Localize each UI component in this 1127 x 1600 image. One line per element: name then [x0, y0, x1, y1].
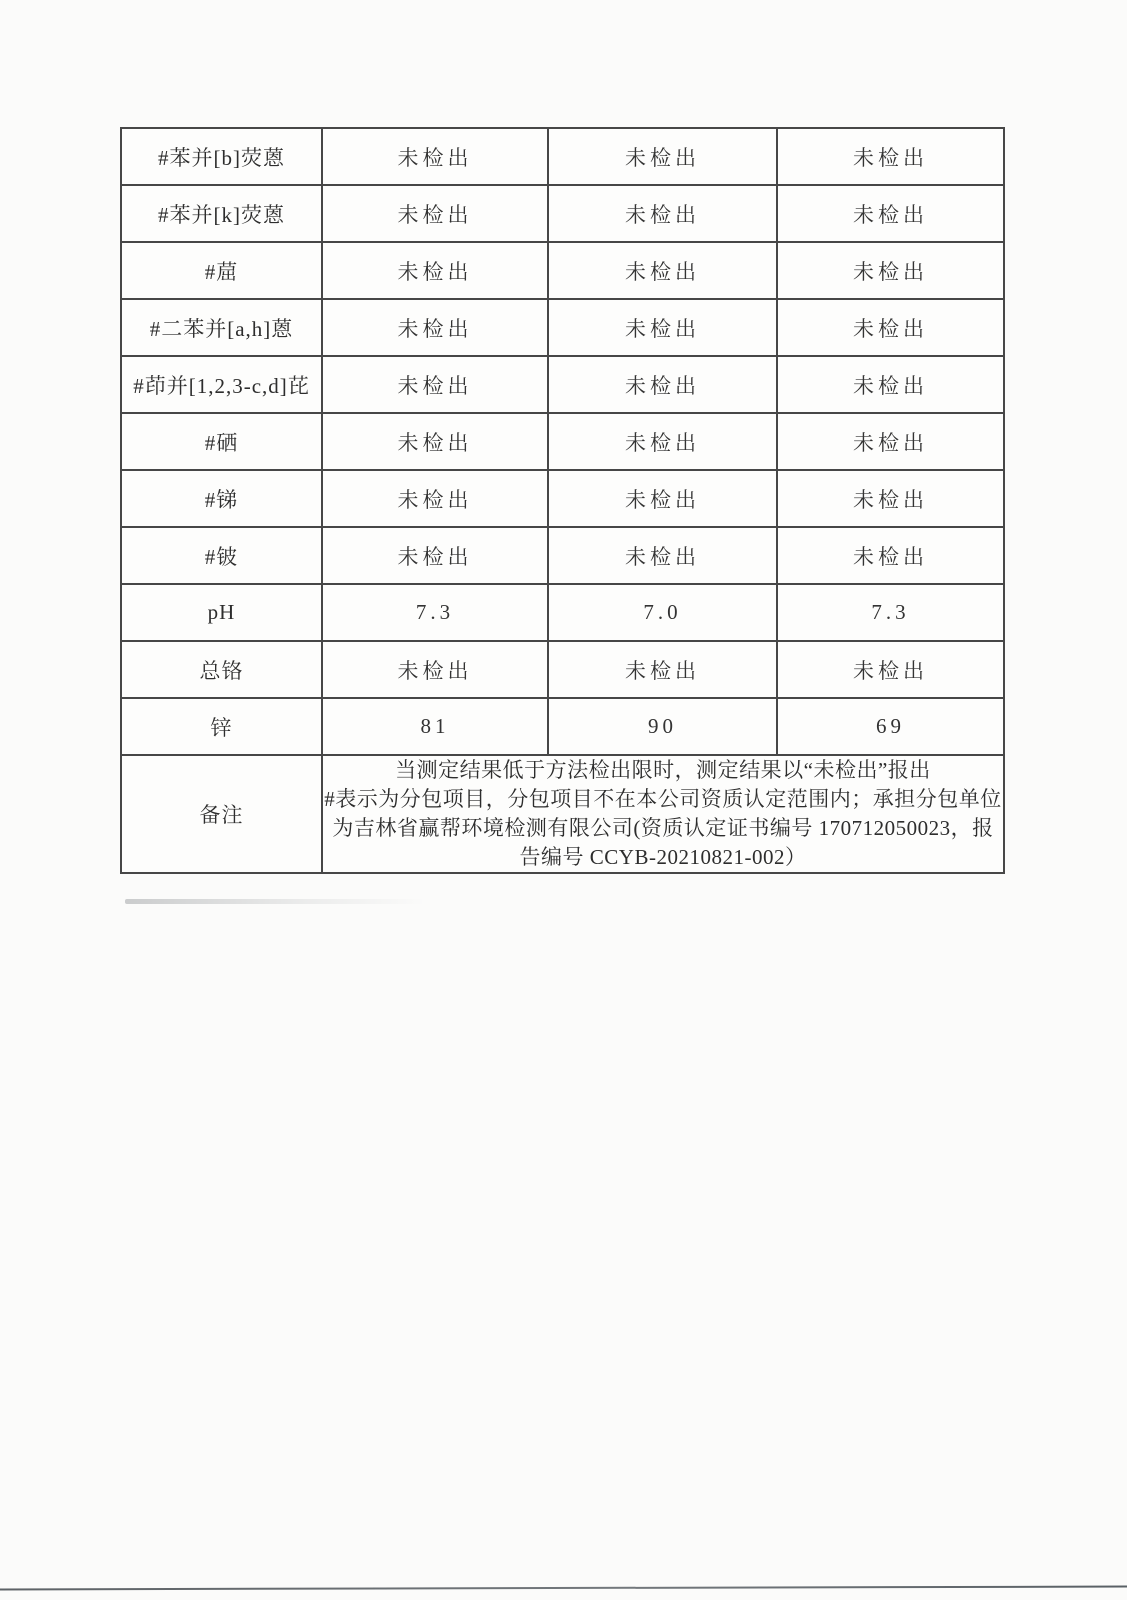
table-row [121, 356, 1004, 413]
table-row [121, 128, 1004, 185]
parameter-cell: pH [121, 584, 322, 641]
result-cell: 未检出 [777, 470, 1004, 527]
remarks-row [121, 755, 1004, 873]
result-cell: 未检出 [322, 413, 548, 470]
parameter-cell: 总铬 [121, 641, 322, 698]
result-cell: 未检出 [322, 242, 548, 299]
result-cell: 90 [548, 698, 777, 755]
table-row [121, 527, 1004, 584]
result-cell: 未检出 [777, 242, 1004, 299]
remarks-note: #表示为分包项目，分包项目不在本公司资质认定范围内；承担分包单位为吉林省赢帮环境检测有限公司(资质认定证书编号 170712050023，报告编号 CCYB-20210821-002） [324, 787, 1002, 869]
result-cell: 未检出 [322, 641, 548, 698]
parameter-cell: #硒 [121, 413, 322, 470]
result-cell: 81 [322, 698, 548, 755]
result-cell: 7.0 [548, 584, 777, 641]
page-bottom-scan-line [0, 1586, 1127, 1591]
result-cell: 未检出 [322, 470, 548, 527]
result-cell: 未检出 [548, 641, 777, 698]
scan-artifact [125, 899, 425, 904]
result-cell: 未检出 [322, 299, 548, 356]
result-cell: 未检出 [548, 470, 777, 527]
parameter-cell: #二苯并[a,h]蒽 [121, 299, 322, 356]
table-row [121, 242, 1004, 299]
result-cell: 未检出 [777, 527, 1004, 584]
result-cell: 未检出 [777, 641, 1004, 698]
result-cell: 未检出 [548, 299, 777, 356]
remarks-label-cell: 备注 [121, 755, 322, 873]
remarks-cell [322, 755, 1004, 873]
parameter-cell: 锌 [121, 698, 322, 755]
result-cell: 未检出 [548, 356, 777, 413]
result-cell: 7.3 [322, 584, 548, 641]
result-cell: 7.3 [777, 584, 1004, 641]
result-cell: 未检出 [322, 185, 548, 242]
parameter-cell: #茚并[1,2,3-c,d]芘 [121, 356, 322, 413]
table-row [121, 413, 1004, 470]
result-cell: 未检出 [777, 413, 1004, 470]
table-row [121, 584, 1004, 641]
result-cell: 未检出 [548, 413, 777, 470]
result-cell: 未检出 [548, 242, 777, 299]
parameter-cell: #䓛 [121, 242, 322, 299]
table-row [121, 299, 1004, 356]
results-table [120, 127, 1005, 874]
result-cell: 未检出 [548, 527, 777, 584]
parameter-cell: #锑 [121, 470, 322, 527]
result-cell: 未检出 [548, 185, 777, 242]
table-row [121, 641, 1004, 698]
parameter-cell: #苯并[b]荧蒽 [121, 128, 322, 185]
result-cell: 未检出 [322, 527, 548, 584]
result-cell: 未检出 [322, 356, 548, 413]
table-row [121, 698, 1004, 755]
table-row [121, 185, 1004, 242]
result-cell: 未检出 [777, 128, 1004, 185]
remarks-note: 当测定结果低于方法检出限时，测定结果以“未检出”报出 [395, 758, 931, 782]
result-cell: 未检出 [777, 356, 1004, 413]
result-cell: 未检出 [322, 128, 548, 185]
parameter-cell: #铍 [121, 527, 322, 584]
table-row [121, 470, 1004, 527]
result-cell: 未检出 [777, 299, 1004, 356]
result-cell: 未检出 [548, 128, 777, 185]
result-cell: 69 [777, 698, 1004, 755]
result-cell: 未检出 [777, 185, 1004, 242]
parameter-cell: #苯并[k]荧蒽 [121, 185, 322, 242]
